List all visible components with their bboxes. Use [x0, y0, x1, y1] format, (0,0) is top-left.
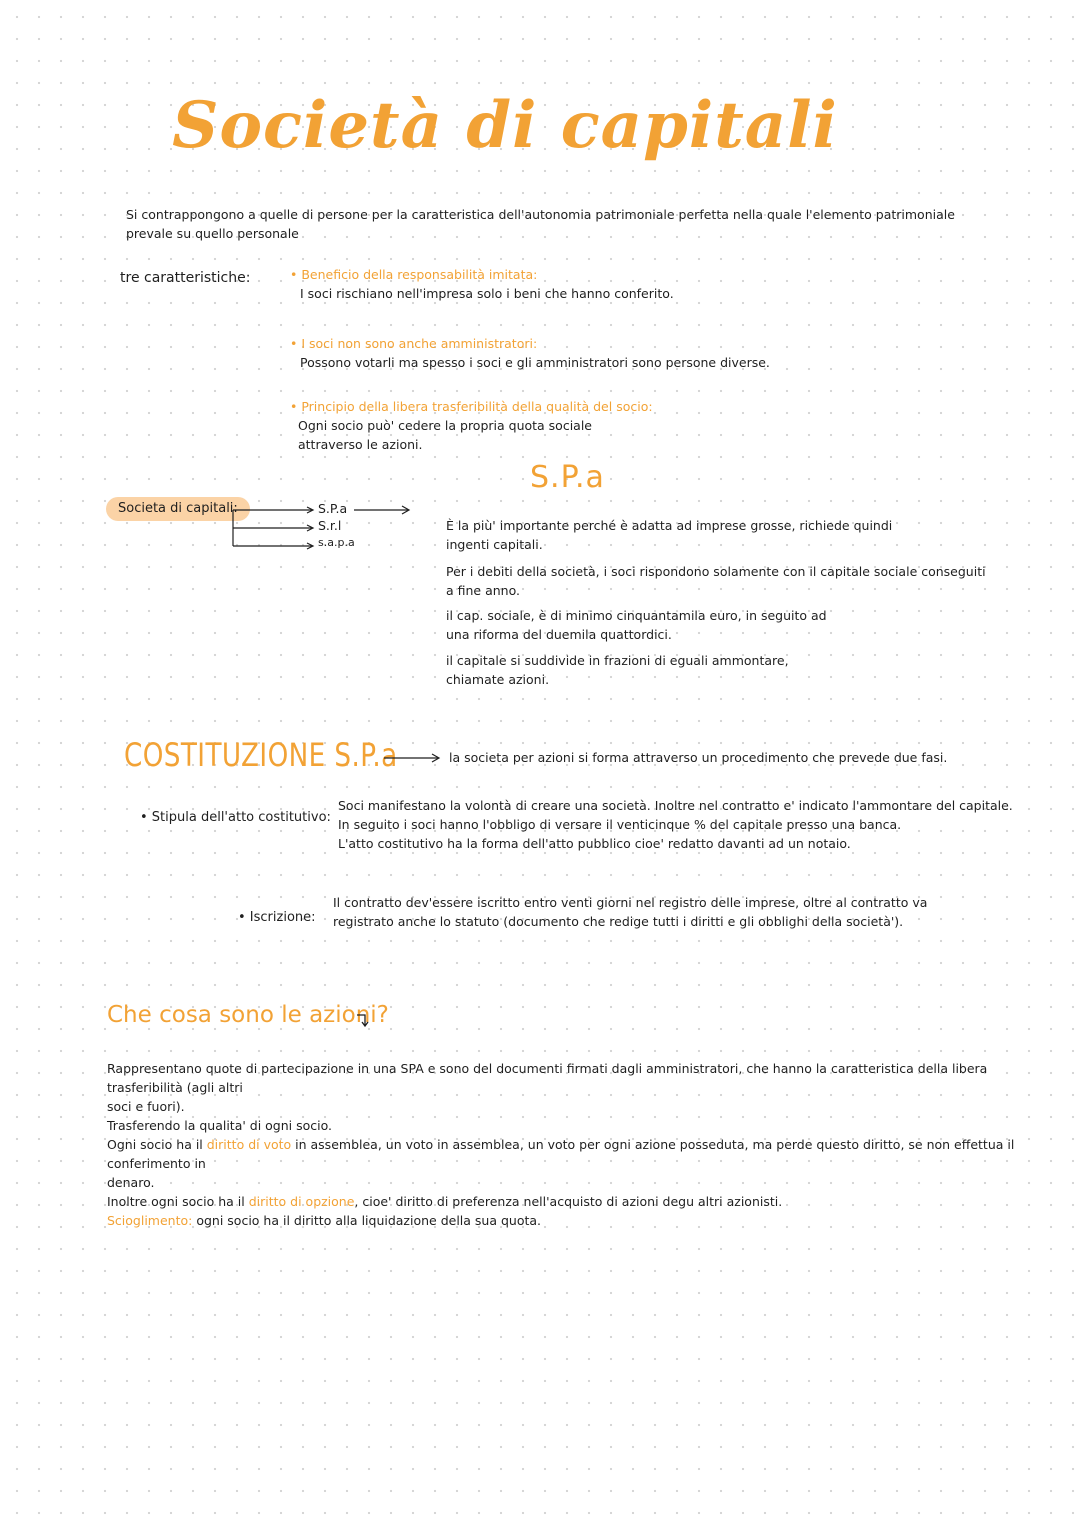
costituzione-summary: la societa per azioni si forma attraverso un procedimento che prevede due fasi. — [449, 750, 948, 765]
azioni-line — [107, 1135, 1037, 1173]
spa-paragraph — [446, 562, 986, 600]
types-list — [318, 500, 355, 551]
intro-line: prevale su quello personale — [126, 226, 299, 241]
spa-line: È la più' importante perché è adatta ad imprese grosse, richiede quindi — [446, 518, 893, 533]
azioni-text: Ogni socio ha il — [107, 1137, 207, 1152]
characteristic-line: I soci rischiano nell'impresa solo i beni che hanno conferito. — [300, 286, 674, 301]
spa-heading: S.P.a — [530, 460, 605, 495]
characteristic-line: Possono votarli ma spesso i soci e gli amministratori sono persone diverse. — [300, 355, 770, 370]
azioni-line: Rappresentano quote di partecipazione in una SPA e sono del documenti firmati dagli amministratori, che hanno la caratteristica della libera trasferibilità (agli altri — [107, 1061, 988, 1095]
spa-line: Per i debiti della società, i soci rispondono solamente con il capitale sociale conseguiti — [446, 564, 986, 579]
spa-line: a fine anno. — [446, 583, 520, 598]
costituzione-heading: COSTITUZIONE S.P.a — [124, 736, 398, 774]
spa-line: ingenti capitali. — [446, 537, 543, 552]
characteristic-item — [290, 334, 770, 372]
intro-paragraph — [126, 205, 955, 243]
spa-line: il cap. sociale, è di minimo cinquantamila euro, in seguito ad — [446, 608, 827, 623]
azioni-text: ogni socio ha il diritto alla liquidazione della sua quota. — [192, 1213, 542, 1228]
intro-line: Si contrappongono a quelle di persone per la caratteristica dell'autonomia patrimoniale perfetta nella quale l'elemento patrimoniale — [126, 207, 955, 222]
spa-paragraph — [446, 516, 892, 554]
phase-label: • Stipula dell'atto costitutivo: — [140, 810, 331, 825]
characteristic-heading: • I soci non sono anche amministratori: — [290, 336, 538, 351]
diritto-di-voto-highlight: diritto di voto — [206, 1137, 292, 1152]
phase-description — [333, 893, 927, 931]
diritto-di-opzione-highlight: diritto di opzione — [248, 1194, 355, 1209]
types-label: Societa di capitali: — [106, 497, 250, 521]
type-srl: S.r.l — [318, 518, 342, 533]
turn-down-arrow-icon — [356, 1012, 370, 1028]
spa-line: una riforma del duemila quattordici. — [446, 627, 672, 642]
azioni-line — [107, 1211, 1037, 1230]
azioni-question: Che cosa sono le azioni? — [107, 1002, 389, 1028]
azioni-line: soci e fuori). — [107, 1099, 185, 1114]
phase-line: L'atto costitutivo ha la forma dell'atto pubblico cioe' redatto davanti ad un notaio. — [338, 836, 851, 851]
characteristic-item — [290, 265, 674, 303]
azioni-line — [107, 1192, 1037, 1211]
characteristic-line: Ogni socio può' cedere la propria quota sociale — [298, 418, 593, 433]
phase-line: Soci manifestano la volontà di creare una società. Inoltre nel contratto e' indicato l'ammontare del capitale. — [338, 798, 1013, 813]
spa-paragraph — [446, 606, 827, 644]
phase-line: registrato anche lo statuto (documento che redige tutti i diritti e gli obblighi della società'). — [333, 914, 904, 929]
characteristic-item — [290, 397, 653, 454]
azioni-line: Trasferendo la qualita' di ogni socio. — [107, 1118, 333, 1133]
phase-line: Il contratto dev'essere iscritto entro venti giorni nel registro delle imprese, oltre al contratto va — [333, 895, 928, 910]
scioglimento-highlight: Scioglimento: — [107, 1213, 193, 1228]
phase-label: • Iscrizione: — [238, 910, 316, 925]
azioni-text: , cioe' diritto di preferenza nell'acquisto di azioni degu altri azionisti. — [354, 1194, 783, 1209]
characteristic-heading: • Principio della libera trasferibilità della qualità del socio: — [290, 399, 653, 414]
azioni-text: in assemblea, un voto in assemblea, un voto per ogni azione posseduta, ma perde questo diritto, se non effettua il conferimento in — [107, 1137, 1015, 1171]
spa-line: chiamate azioni. — [446, 672, 550, 687]
spa-paragraph — [446, 651, 789, 689]
characteristic-heading: • Beneficio della responsabilità imitata: — [290, 267, 538, 282]
type-spa: S.P.a — [318, 501, 348, 516]
phase-description — [338, 796, 1013, 853]
azioni-paragraph — [107, 1059, 1037, 1230]
characteristics-label: tre caratteristiche: — [120, 270, 251, 286]
arrow-icon — [384, 752, 444, 764]
type-sapa: s.a.p.a — [318, 536, 355, 549]
phase-line: In seguito i soci hanno l'obbligo di versare il venticinque % del capitale presso una banca. — [338, 817, 902, 832]
spa-line: il capitale si suddivide in frazioni di eguali ammontare, — [446, 653, 789, 668]
azioni-text: Inoltre ogni socio ha il — [107, 1194, 249, 1209]
page-title: Società di capitali — [172, 88, 838, 163]
azioni-line: denaro. — [107, 1175, 155, 1190]
characteristic-line: attraverso le azioni. — [298, 437, 423, 452]
